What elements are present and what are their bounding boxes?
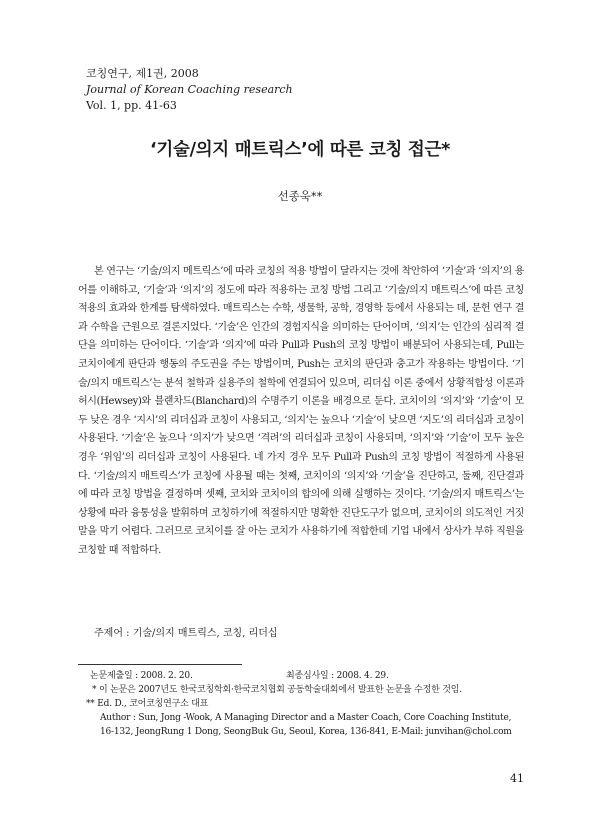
paper-title: ‘기술/의지 매트릭스’에 따른 코칭 접근*	[150, 140, 450, 160]
journal-pages: Vol. 1, pp. 41-63	[86, 99, 177, 112]
footnote-dates	[90, 670, 520, 684]
reviewed-date: 최종심사일 : 2008. 4. 29.	[286, 671, 389, 681]
footnote-2: ** Ed. D., 코어코칭연구소 대표	[86, 699, 209, 709]
submitted-date: 논문제출일 : 2008. 2. 20.	[90, 671, 193, 681]
journal-volume: 코칭연구, 제1권, 2008	[86, 67, 199, 80]
footnote-1: * 이 논문은 2007년도 한국코칭학회·한국코치협회 공동학술대회에서 발표한 논문을 수정한 것임.	[92, 685, 462, 695]
paper-author: 선종욱**	[277, 189, 323, 203]
author-affiliation-line-1: Author : Sun, Jong -Wook, A Managing Director and a Master Coach, Core Coaching Institute,	[100, 713, 512, 723]
footnote-divider	[78, 664, 242, 665]
journal-header	[86, 66, 293, 114]
page-number: 41	[510, 772, 524, 785]
abstract	[78, 263, 524, 561]
abstract-text: 본 연구는 ‘기술/의지 메트릭스’에 따라 코칭의 적용 방법이 달라지는 것에 착안하여 ‘기술’과 ‘의지’의 용어를 이해하고, ‘기술’과 ‘의지’의 정도에 따라 적용하는 코칭 방법 그리고 ‘기술/의지 매트릭스’에 따른 코칭 적용의 효과와 한계를 탐색하였다. 매트릭스는 수학, 생물학, 공학, 경영학 등에서 사용되는 데, 문헌 연구 결과 수학을 근원으로 결론지었다. ‘기술’은 인간의 경험지식을 의미하는 단어이며, ‘의지’는 인간의 심리적 결단을 의미하는 단어이다. ‘기술’과 ‘의지’에 따라 Pull과 Push의 코칭 방법이 배분되어 사용되는데, Pull는 코치이에게 판단과 행동의 주도권을 주는 방법이며, Push는 코치의 판단과 충고가 작용하는 방법이다. ‘기술/의지 매트릭스’는 분석 철학과 실용주의 철학에 연결되어 있으며, 리더십 이론 중에서 상황적합성 이론과 허시(Hewsey)와 블랜차드(Blanchard)의 수명주기 이론을 배경으로 둔다. 코치이의 ‘의지’와 ‘기술’이 모두 낮은 경우 ‘지시’의 리더십과 코칭이 사용되고, ‘의지’는 높으나 ‘기술’이 낮으면 ‘지도’의 리더십과 코칭이 사용된다. ‘기술’은 높으나 ‘의지’가 낮으면 ‘격려’의 리더십과 코칭이 사용되며, ‘의지’와 ‘기술’이 모두 높은 경우 ‘위임’의 리더십과 코칭이 사용된다. 네 가지 경우 모두 Pull과 Push의 코칭 방법이 적절하게 사용된다. ‘기술/의지 매트릭스’가 코칭에 사용될 때는 첫째, 코치이의 ‘의지’와 ‘기술’을 진단하고, 둘째, 진단결과에 따라 코칭 방법을 결정하며 셋째, 코치와 코치이의 합의에 의해 실행하는 것이다. ‘기술/의지 매트릭스’는 상황에 따라 융통성을 발휘하며 코칭하기에 적절하지만 명확한 진단도구가 없으며, 코치이의 의도적인 거짓말을 막기 어렵다. 그러므로 코치이를 잘 아는 코치가 사용하기에 적합한데 기업 내에서 상사가 부하 직원을 코칭할 때 적합하다.	[78, 266, 524, 556]
journal-english-name: Journal of Korean Coaching research	[86, 83, 293, 96]
author-affiliation	[100, 712, 530, 739]
keywords: 주제어 : 기술/의지 매트릭스, 코칭, 리더십	[94, 628, 278, 639]
author-affiliation-line-2: 16-132, JeongRung 1 Dong, SeongBuk Gu, Seoul, Korea, 136-841, E-Mail: junvihan@chol.com	[100, 726, 512, 737]
